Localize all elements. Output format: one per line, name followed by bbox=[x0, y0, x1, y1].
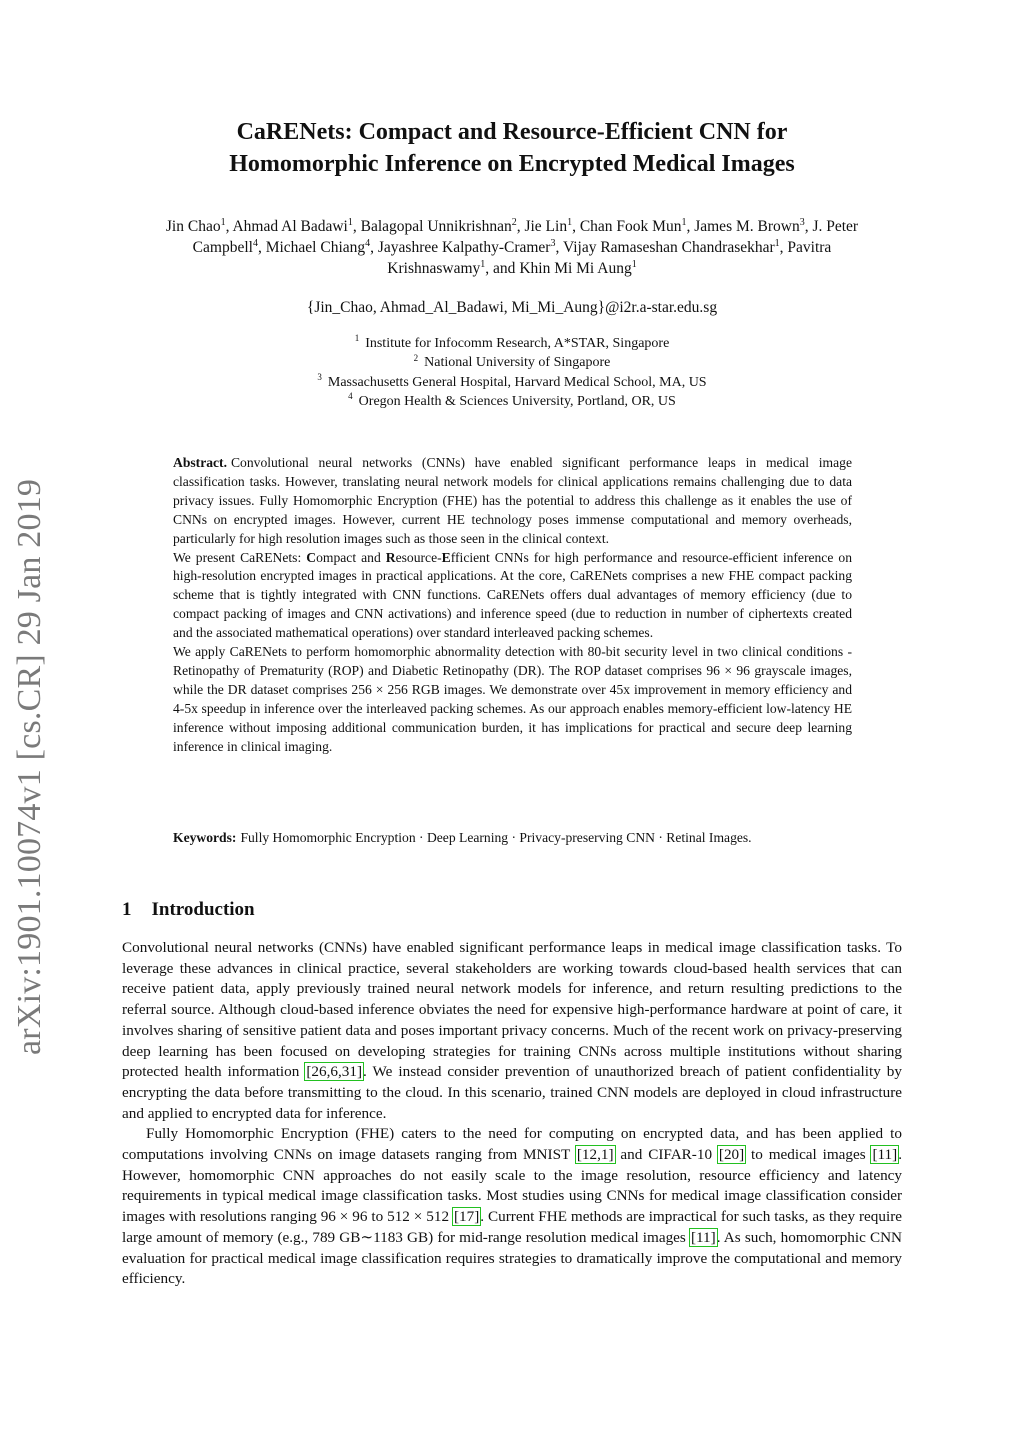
affiliation-mark: 2 bbox=[413, 352, 419, 363]
body-text: . Current FHE methods are impractical for such tasks, as they require large amount of memory (e.g., 789 GB∼1183 GB) for mid-range resolution medical images bbox=[122, 1208, 903, 1246]
affiliation-list bbox=[150, 334, 874, 411]
author-name: Jayashree Kalpathy-Cramer bbox=[377, 239, 551, 256]
citation-link[interactable]: [20] bbox=[718, 1146, 745, 1164]
section-number: 1 bbox=[122, 899, 132, 920]
body-text: and CIFAR-10 bbox=[614, 1146, 718, 1164]
acronym-letter: C bbox=[306, 549, 317, 565]
citation-link[interactable]: [26,6,31] bbox=[306, 1063, 363, 1081]
body-text: to medical images bbox=[745, 1146, 872, 1164]
author-name: Khin Mi Mi Aung bbox=[519, 260, 632, 277]
citation-link[interactable]: [11] bbox=[690, 1228, 716, 1246]
author-affil-mark: 1 bbox=[220, 216, 226, 228]
body-text: Fully Homomorphic Encryption (FHE) caters to the need for computing on encrypted data, and has been applied to computations involving CNNs on image datasets ranging from MNIST bbox=[122, 1125, 902, 1164]
title-line-1: CaRENets: Compact and Resource-Efficient CNN for bbox=[236, 119, 788, 145]
author-name: Jin Chao bbox=[165, 218, 221, 235]
author-affil-mark: 4 bbox=[252, 237, 258, 249]
keywords-label: Keywords: bbox=[173, 830, 237, 845]
intro-paragraph-2 bbox=[122, 1124, 902, 1290]
keywords bbox=[173, 829, 852, 848]
abstract-text: ompact and bbox=[316, 549, 386, 565]
arxiv-identifier-stamp: arXiv:1901.10074v1 [cs.CR] 29 Jan 2019 bbox=[11, 478, 48, 1055]
title-line-2: Homomorphic Inference on Encrypted Medical Images bbox=[229, 151, 795, 177]
body-text: . However, homomorphic CNN approaches do not easily scale to the image resolution, resource efficiency and latency requirements in typical medical image classification tasks. Most studies using CNNs for medical image classification consider images with resolutions ranging 96 × 96 to 512 × 512 bbox=[122, 1146, 903, 1226]
section-heading bbox=[122, 898, 522, 922]
acronym-letter: E bbox=[441, 549, 451, 565]
author-name: Michael Chiang bbox=[265, 239, 366, 256]
author-name: J. Peter Campbell bbox=[192, 218, 859, 256]
body-text: . As such, homomorphic CNN evaluation for practical medical image classification requires strategies to dramatically improve the computational and memory efficiency. bbox=[122, 1228, 903, 1288]
introduction-body bbox=[122, 938, 902, 1290]
author-affil-mark: 1 bbox=[774, 237, 780, 249]
author-name: Ahmad Al Badawi bbox=[232, 218, 348, 235]
author-name: Chan Fook Mun bbox=[579, 218, 682, 235]
affiliation-item bbox=[150, 373, 874, 392]
abstract-paragraph-1 bbox=[173, 454, 852, 549]
citation-link[interactable]: [12,1] bbox=[576, 1146, 614, 1164]
abstract-text: esource- bbox=[395, 549, 442, 565]
intro-paragraph-1 bbox=[122, 938, 902, 1124]
affiliation-mark: 4 bbox=[348, 391, 353, 402]
abstract-text: fficient CNNs for high performance and resource-efficient inference on high-resolution encrypted images in practical applications. At the core, CaRENets comprises a new FHE compact packing scheme that is tightly integrated with CNN functions. CaRENets offers dual advantages of memory efficiency (due to compact packing of images and CNN activations) and inference speed (due to reduction in number of ciphertexts created and the associated mathematical operations) over standard interleaved packing schemes. bbox=[173, 549, 852, 641]
abstract bbox=[173, 454, 852, 757]
abstract-label: Abstract. bbox=[173, 455, 227, 470]
author-affil-mark: 2 bbox=[511, 216, 517, 228]
affiliation-text: Oregon Health & Sciences University, Portland, OR, US bbox=[358, 393, 676, 409]
body-text: Convolutional neural networks (CNNs) have enabled significant performance leaps in medical image classification tasks. To leverage these advances in clinical practice, several stakeholders are working towards cloud-based health services that can receive patient data, apply previously trained neural network models for inference, and return resulting predictions to the referral source. Although cloud-based inference obviates the need for expensive high-performance hardware at point of care, it involves sharing of sensitive patient data and poses important privacy concerns. Much of the recent work on privacy-preserving deep learning has been focused on developing strategies for training CNNs across multiple institutions without sharing protected health information bbox=[122, 939, 902, 1081]
abstract-paragraph-3: We apply CaRENets to perform homomorphic abnormality detection with 80-bit security level in two clinical conditions - Retinopathy of Prematurity (ROP) and Diabetic Retinopathy (DR). The ROP dataset comprises 96 × 96 grayscale images, while the DR dataset comprises 256 × 256 RGB images. We demonstrate over 45x improvement in memory efficiency and 4-5x speedup in inference over the interleaved packing schemes. As our approach enables memory-efficient low-latency HE inference without imposing additional communication burden, it has implications for practical and secure deep learning inference in clinical imaging. bbox=[173, 644, 852, 754]
author-affil-mark: 4 bbox=[365, 237, 371, 249]
author-affil-mark: 1 bbox=[347, 216, 353, 228]
affiliation-item bbox=[150, 392, 874, 411]
author-name: Balagopal Unnikrishnan bbox=[360, 218, 512, 235]
affiliation-text: Massachusetts General Hospital, Harvard Medical School, MA, US bbox=[327, 374, 707, 390]
affiliation-mark: 3 bbox=[317, 371, 322, 382]
acronym-letter: R bbox=[385, 549, 396, 565]
author-name: Vijay Ramaseshan Chandrasekhar bbox=[562, 239, 775, 256]
author-name: Jie Lin bbox=[524, 218, 568, 235]
author-affil-mark: 1 bbox=[631, 258, 637, 270]
affiliation-text: National University of Singapore bbox=[424, 355, 611, 371]
keywords-text: Fully Homomorphic Encryption · Deep Learning · Privacy-preserving CNN · Retinal Images. bbox=[240, 830, 752, 845]
paper-title bbox=[150, 116, 874, 180]
author-name: Pavitra Krishnaswamy bbox=[387, 239, 832, 277]
author-affil-mark: 1 bbox=[480, 258, 486, 270]
abstract-text: Convolutional neural networks (CNNs) have enabled significant performance leaps in medical image classification tasks. However, translating neural network models for clinical applications remains challenging due to data privacy issues. Fully Homomorphic Encryption (FHE) has the potential to address this challenge as it enables the use of CNNs on encrypted images. However, current HE technology poses immense computational and memory overheads, particularly for high resolution images such as those seen in the clinical context. bbox=[173, 455, 852, 546]
author-affil-mark: 1 bbox=[567, 216, 573, 228]
affiliation-text: Institute for Infocomm Research, A*STAR, Singapore bbox=[365, 336, 670, 351]
author-list: Jin Chao$^1$, Ahmad Al Badawi$^1$, Balagopal Unnikrishnan$^2$, Jie Lin$^1$, Chan Fook Mun$^1$, James M. Brown$^3$, J. Peter Campbell$^4$, Michael Chiang$^4$, Jayashree Kalpathy-Cramer$^3$, Vijay Ramaseshan Chandrasekhar$^1$, Pavitra Krishnaswamy$^1$, and Khin Mi Mi Aung$^1$ bbox=[165, 216, 859, 277]
author-name: James M. Brown bbox=[694, 218, 800, 235]
body-text: . We instead consider prevention of unauthorized breach of patient confidentiality by encrypting the data before transmitting to the cloud. In this scenario, trained CNN models are deployed in cloud infrastructure and applied to encrypted data for inference. bbox=[122, 1063, 902, 1122]
abstract-text: We present CaRENets: bbox=[173, 549, 307, 565]
abstract-paragraph-2 bbox=[173, 549, 852, 644]
affiliation-item bbox=[150, 353, 874, 372]
citation-link[interactable]: [11] bbox=[872, 1146, 898, 1164]
author-affil-mark: 3 bbox=[799, 216, 805, 228]
citation-link[interactable]: [17] bbox=[453, 1208, 480, 1226]
affiliation-mark: 1 bbox=[354, 333, 360, 344]
affiliation-item bbox=[150, 334, 874, 353]
author-affil-mark: 3 bbox=[550, 237, 556, 249]
section-title: Introduction bbox=[151, 899, 255, 920]
author-affil-mark: 1 bbox=[681, 216, 687, 228]
author-emails: {Jin_Chao, Ahmad_Al_Badawi, Mi_Mi_Aung}@i2r.a-star.edu.sg bbox=[306, 299, 718, 316]
